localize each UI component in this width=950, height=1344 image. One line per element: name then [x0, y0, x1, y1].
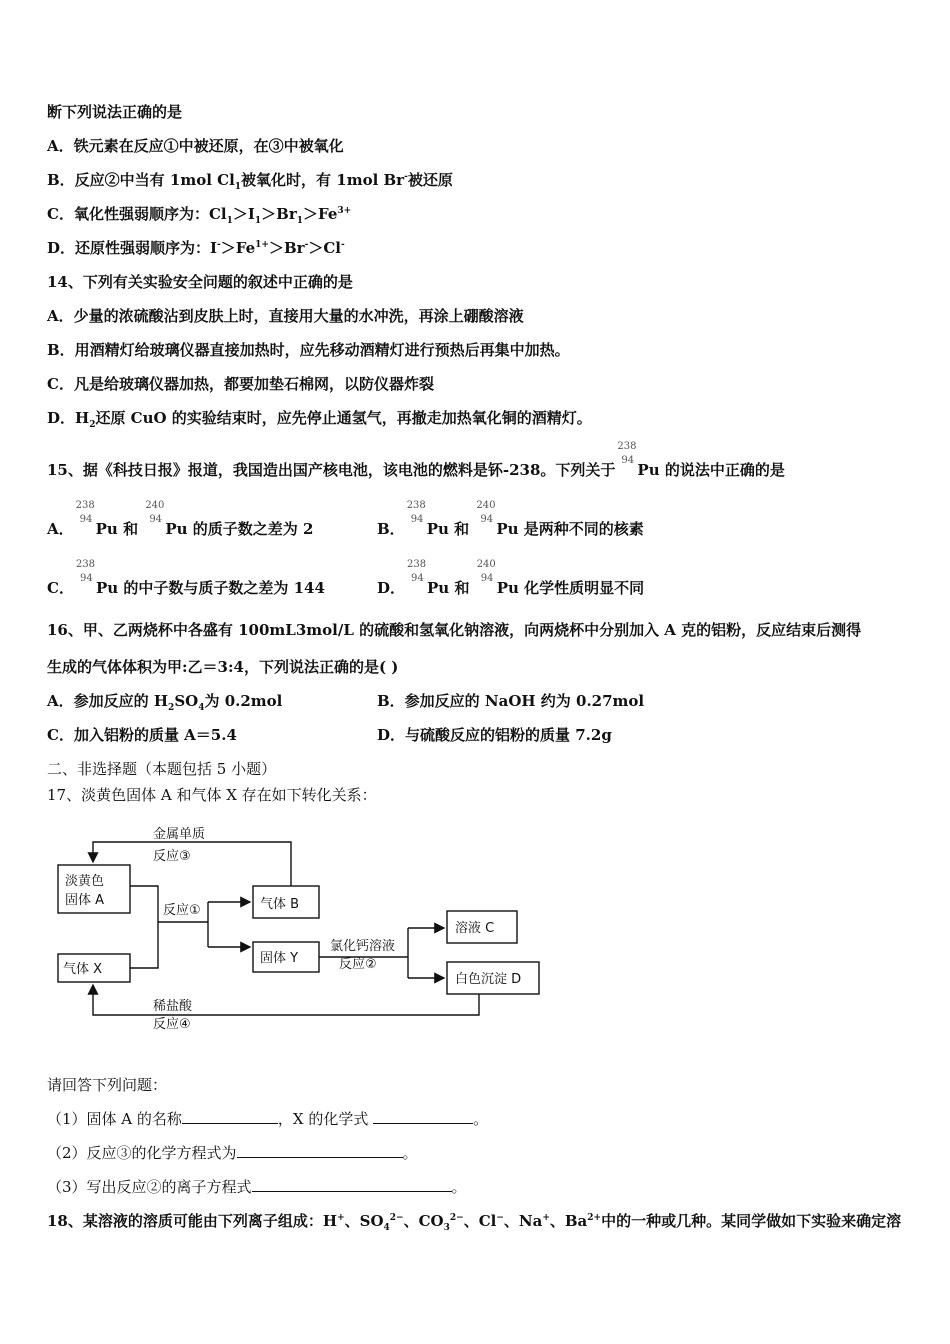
box-c-label: 溶液 C [455, 921, 495, 936]
q15-stem: 15、据《科技日报》报道，我国造出国产核电池，该电池的燃料是钚-238。下列关于 238 94 Pu 的说法中正确的是 [47, 441, 785, 479]
q17-stem: 17、淡黄色固体 A 和气体 X 存在如下转化关系： [47, 786, 377, 804]
label-reaction-4: 反应④ [153, 1017, 191, 1032]
q14-stem: 14、下列有关实验安全问题的叙述中正确的是 [47, 273, 353, 291]
q14-option-c: C．凡是给玻璃仪器加热，都要加垫石棉网，以防仪器炸裂 [47, 375, 434, 393]
q16-option-b: B．参加反应的 NaOH 约为 0.27mol [377, 692, 645, 710]
q16-stem-line2: 生成的气体体积为甲:乙＝3:4，下列说法正确的是( ) [47, 658, 399, 676]
label-metal-element: 金属单质 [153, 827, 206, 842]
answer-blank[interactable] [182, 1109, 278, 1124]
q16-stem-line1: 16、甲、乙两烧杯中各盛有 100mL3mol/L 的硫酸和氢氧化钠溶液，向两烧杯中分别加入 A 克的铝粉，反应结束后测得 [47, 621, 862, 639]
q18-stem: 18、某溶液的溶质可能由下列离子组成：H+、$SO_4^{2-}$、$CO_3^{2-}$、Cl−、Na+、$Ba^{2+}$中的一种或几种。某同学做如下实验来确定溶 [47, 1212, 902, 1233]
q16-option-c: C．加入铝粉的质量 A＝5.4 [47, 726, 237, 744]
q17-sub1: （1）固体 A 的名称 ，X 的化学式 。 [47, 1110, 489, 1128]
q13-option-d: D．还原性强弱顺序为：$I^->Fe^{1+}>Br^->Cl^-$ [47, 239, 345, 257]
label-reaction-1: 反应① [163, 903, 201, 918]
box-d-label: 白色沉淀 D [455, 972, 522, 987]
q17-sub3: （3）写出反应②的离子方程式 。 [47, 1178, 467, 1196]
label-dilute-hcl: 稀盐酸 [153, 999, 193, 1014]
box-x-label: 气体 X [63, 962, 103, 977]
q14-option-a: A．少量的浓硫酸沾到皮肤上时，直接用大量的水冲洗，再涂上硼酸溶液 [47, 307, 524, 325]
label-reaction-3: 反应③ [153, 849, 191, 864]
q14-option-d: D．$H_2$还原 CuO 的实验结束时，应先停止通氢气，再撤走加热氧化铜的酒精灯。 [47, 409, 592, 430]
q14-option-b: B．用酒精灯给玻璃仪器直接加热时，应先移动酒精灯进行预热后再集中加热。 [47, 341, 570, 359]
answer-blank[interactable] [252, 1177, 452, 1192]
answer-blank[interactable] [373, 1109, 473, 1124]
box-a-line2: 固体 A [65, 893, 105, 908]
q15-option-d: D． 238 94 Pu 和 240 94 Pu 化学性质明显不同 [377, 559, 645, 597]
q16-option-d: D．与硫酸反应的铝粉的质量 7.2g [377, 726, 612, 744]
q15-option-a: A． 238 94 Pu 和 240 94 Pu 的质子数之差为 2 [47, 500, 314, 538]
q13-option-a: A．铁元素在反应①中被还原，在③中被氧化 [47, 137, 344, 155]
label-reaction-2: 反应② [339, 957, 377, 972]
label-calcium-chloride: 氯化钙溶液 [330, 939, 396, 954]
q15-option-c: C． 238 94 Pu 的中子数与质子数之差为 144 [47, 559, 325, 597]
q17-conversion-diagram [55, 822, 555, 1037]
nuclide-pu238: 238 94 [617, 441, 637, 466]
section-heading: 二、非选择题（本题包括 5 小题） [47, 760, 277, 778]
q13-stem: 断下列说法正确的是 [47, 103, 183, 121]
box-a-line1: 淡黄色 [65, 874, 105, 889]
q15-option-b: B． 238 94 Pu 和 240 94 Pu 是两种不同的核素 [377, 500, 644, 538]
q13-option-b: B．反应②中当有 1mol $Cl_1$被氧化时，有 1mol Br-被还原 [47, 171, 453, 192]
answer-blank[interactable] [237, 1143, 403, 1158]
box-y-label: 固体 Y [260, 951, 299, 966]
box-b-label: 气体 B [260, 897, 300, 912]
q13-option-c: C．氧化性强弱顺序为：$Cl_1>I_1>Br_1>Fe^{3+}$ [47, 205, 352, 226]
q17-prompt: 请回答下列问题： [47, 1076, 168, 1094]
q17-sub2: （2）反应③的化学方程式为 。 [47, 1144, 418, 1162]
q16-option-a: A．参加反应的 $H_2SO_4$为 0.2mol [47, 692, 283, 713]
